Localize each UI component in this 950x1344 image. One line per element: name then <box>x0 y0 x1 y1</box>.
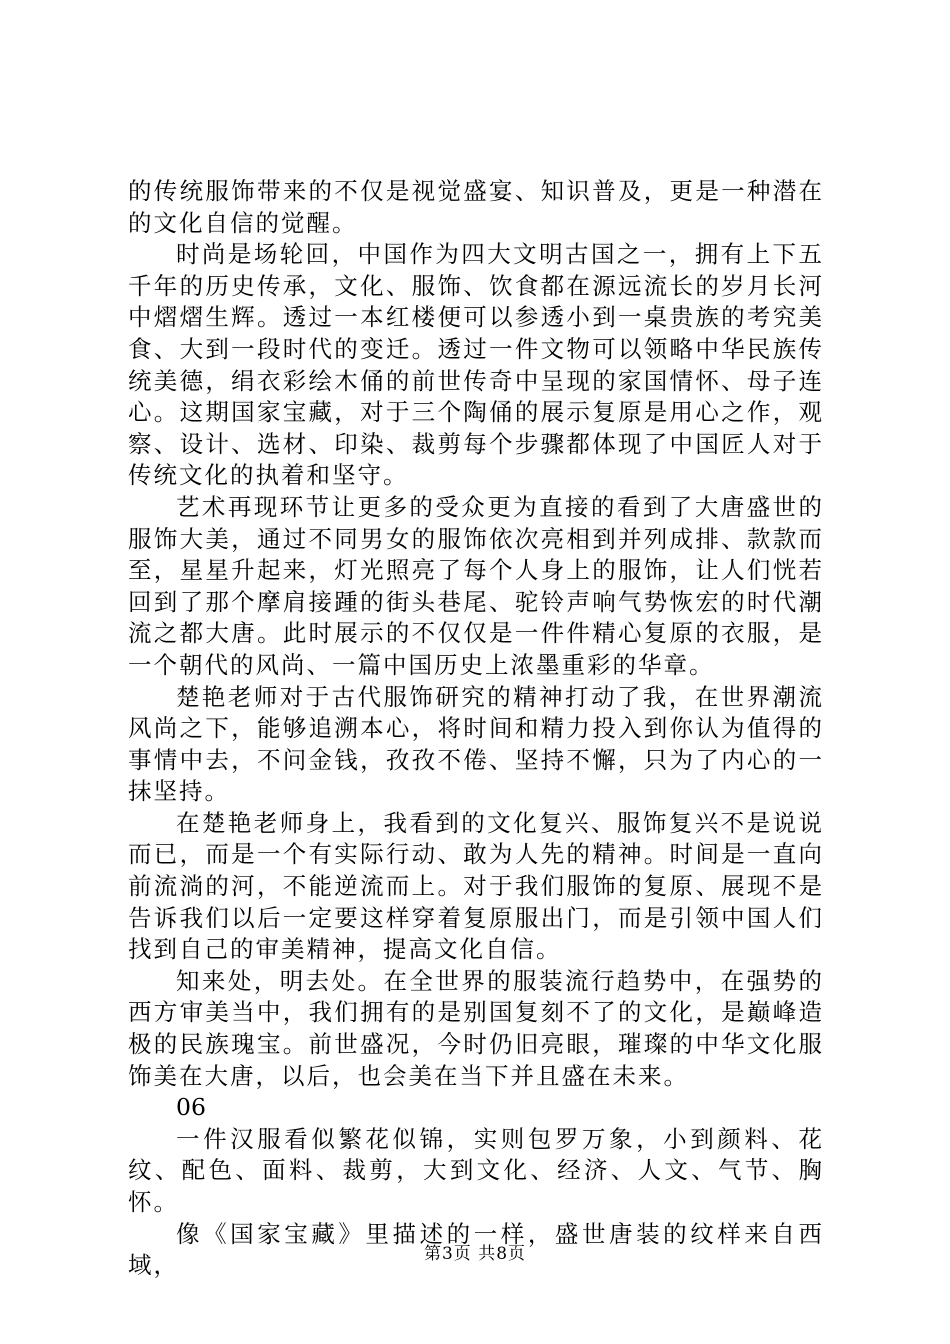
document-body <box>128 176 824 1282</box>
paragraph-8: 像《国家宝藏》里描述的一样，盛世唐装的纹样来自西域， <box>128 1219 824 1280</box>
paragraph-2: 时尚是场轮回，中国作为四大文明古国之一，拥有上下五千年的历史传承，文化、服饰、饮食都在源远流长的岁月长河中熠熠生辉。透过一本红楼便可以参透小到一桌贵族的考究美食、大到一段时代的变迁。透过一件文物可以领略中华民族传统美德，绢衣彩绘木俑的前世传奇中呈现的家国情怀、母子连心。这期国家宝藏，对于三个陶俑的展示复原是用心之作，观察、设计、选材、印染、裁剪每个步骤都体现了中国匠人对于传统文化的执着和坚守。 <box>128 240 824 490</box>
paragraph-6: 知来处，明去处。在全世界的服装流行趋势中，在强势的西方审美当中，我们拥有的是别国复刻不了的文化，是巅峰造极的民族瑰宝。前世盛况，今时仍旧亮眼，璀璨的中华文化服饰美在大唐，以后，也会美在当下并且盛在未来。 <box>128 966 824 1090</box>
paragraph-1: 的传统服饰带来的不仅是视觉盛宴、知识普及，更是一种潜在的文化自信的觉醒。 <box>128 177 824 237</box>
paragraph-3: 艺术再现环节让更多的受众更为直接的看到了大唐盛世的服饰大美，通过不同男女的服饰依次亮相到并列成排、款款而至，星星升起来，灯光照亮了每个人身上的服饰，让人们恍若回到了那个摩肩接踵的街头巷尾、驼铃声响气势恢宏的时代潮流之都大唐。此时展示的不仅仅是一件件精心复原的衣服，是一个朝代的风尚、一篇中国历史上浓墨重彩的华章。 <box>128 492 824 679</box>
paragraph-5: 在楚艳老师身上，我看到的文化复兴、服饰复兴不是说说而已，而是一个有实际行动、敢为人先的精神。时间是一直向前流淌的河，不能逆流而上。对于我们服饰的复原、展现不是告诉我们以后一定要这样穿着复原服出门，而是引领中国人们找到自己的审美精神，提高文化自信。 <box>128 808 824 964</box>
paragraph-7: 一件汉服看似繁花似锦，实则包罗万象，小到颜料、花纹、配色、面料、裁剪，大到文化、经济、人文、气节、胸怀。 <box>128 1124 824 1216</box>
page-footer: 第3页 共8页 <box>423 1244 527 1264</box>
section-number: 06 <box>176 1093 206 1122</box>
paragraph-4: 楚艳老师对于古代服饰研究的精神打动了我，在世界潮流风尚之下，能够追溯本心，将时间和精力投入到你认为值得的事情中去，不问金钱，孜孜不倦、坚持不懈，只为了内心的一抹坚持。 <box>128 682 824 806</box>
